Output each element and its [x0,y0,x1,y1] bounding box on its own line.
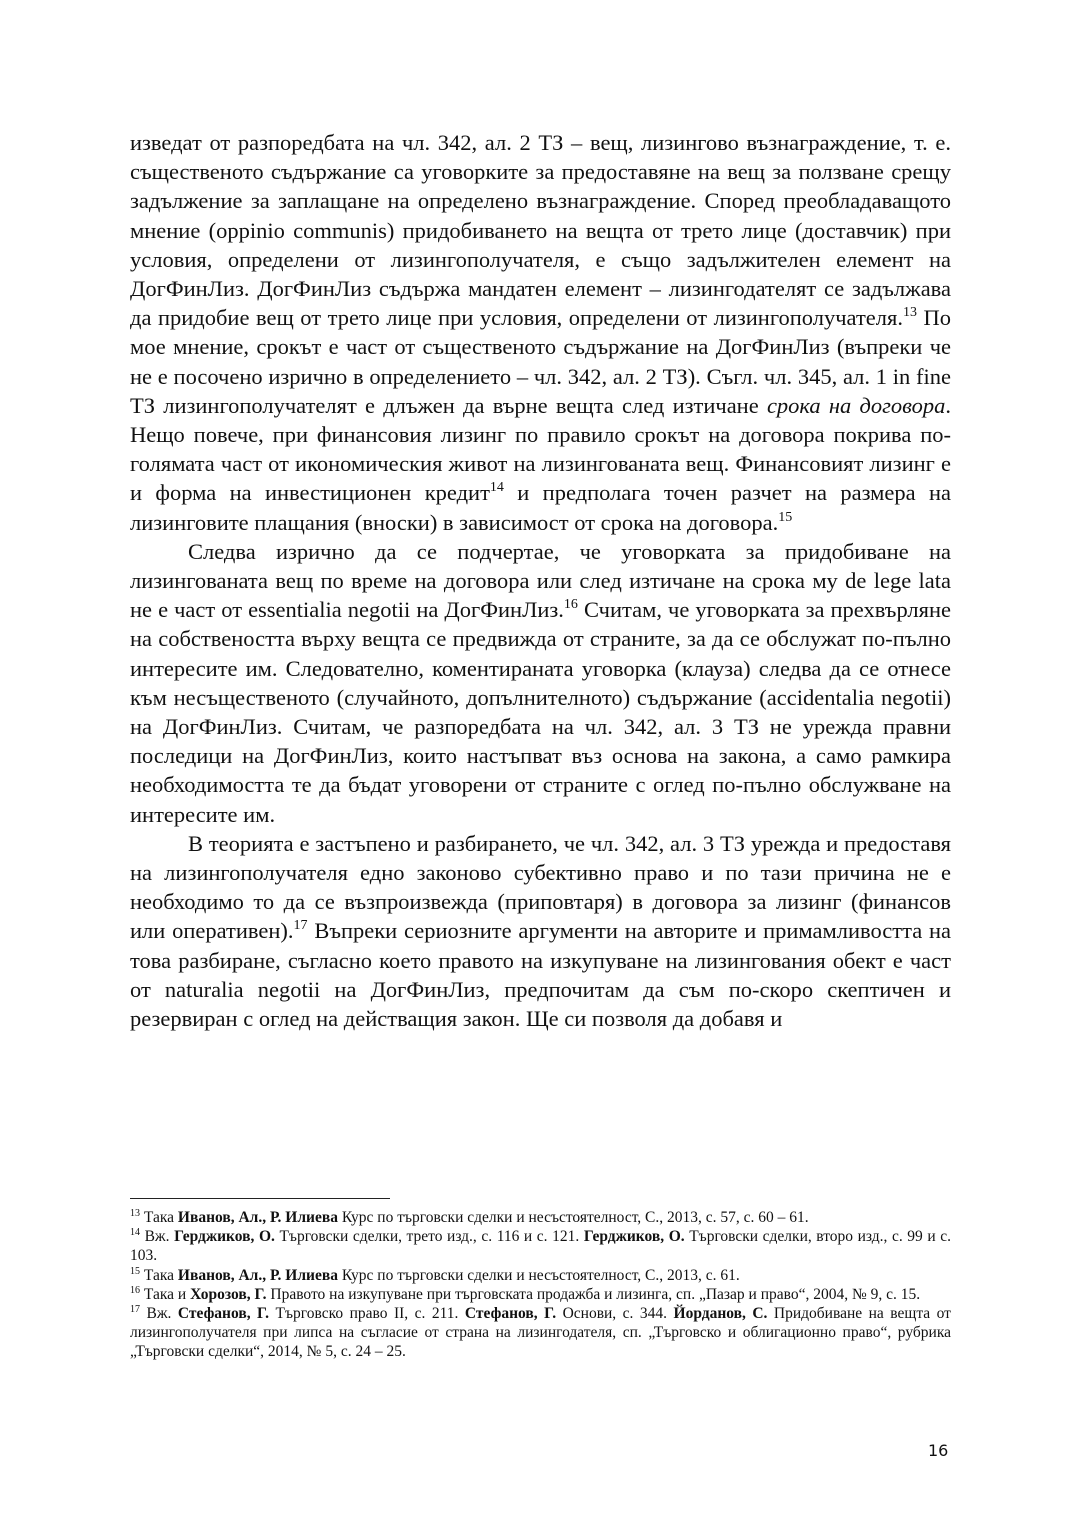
text-run: Курс по търговски сделки и несъстоятелност, С., 2013, с. 61. [337,1266,740,1284]
text-run: Вж. [140,1228,175,1246]
footnote-number: 13 [130,1208,140,1219]
footnote-13 [130,1208,951,1227]
text-run: Вж. [140,1305,178,1323]
text-run: Основи, с. 344. [556,1305,674,1323]
emphasis-text: срока на договора [766,392,946,418]
author-name: Стефанов, Г. [177,1305,270,1323]
footnote-ref-14[interactable]: 14 [489,480,504,496]
text-run: Придобиване на вещта от лизингополучателя при липса на съгласие от страна на лизингодателя, сп. „Търговско и облигационно право“, рубрика „Търговски сделки“, 2014, № 5, с. 24 – 25. [130,1305,951,1361]
author-name: Иванов, Ал., Р. Илиева [177,1266,338,1284]
text-run: Правото на изкупуване при търговската продажба и лизинга, сп. „Пазар и право“, 2004, № 9, с. 15. [266,1285,921,1303]
footnote-14 [130,1227,951,1265]
text-run: и предполага точен разчет на размера на лизинговите плащания (вноски) в зависимост от срока на договора. [130,480,952,535]
footnote-number: 14 [130,1227,140,1239]
text-run: Търговско право II, с. 211. [269,1305,465,1323]
text-run: Така [140,1209,178,1226]
footnote-ref-15[interactable]: 15 [778,509,793,525]
text-run: Така [140,1266,178,1284]
footnote-16 [130,1285,951,1304]
footnote-number: 17 [130,1304,140,1316]
text-run: По мое мнение, срокът е част от същественото съдържание на ДогФинЛиз (въпреки че не е посочено изрично в определението – чл. 342, ал. 2 ТЗ). Съгл. чл. 345, ал. 1 in fine ТЗ лизингополучателят е длъжен да върне вещта след изтичане [130,305,952,418]
footnote-number: 15 [130,1265,140,1277]
footnote-separator [130,1198,390,1199]
text-run: Въпреки сериозните аргументи на авторите и примамливостта на това разбиране, съгласно което правото на изкупуване на лизингования обект е част от naturalia negotii на ДогФинЛиз, предпочитам да съм по-скоро скептичен и резервиран с оглед на действащия закон. Ще си позволя да добавя и [130,918,951,1032]
footnote-ref-16[interactable]: 16 [563,597,578,613]
author-name: Герджиков, О. [174,1228,275,1246]
footnote-number: 16 [130,1284,140,1296]
footnotes [130,1208,951,1362]
text-run: . Нещо повече, при финансовия лизинг по правило срокът на договора покрива по-голямата част от икономическия живот на лизингованата вещ. Финансовият лизинг е и форма на инвестиционен кредит [130,392,951,506]
footnote-ref-17[interactable]: 17 [293,918,308,934]
text-run: изведат от разпоредбата на чл. 342, ал. 2 ТЗ – вещ, лизингово възнаграждение, т. е. същественото съдържание са уговорките за предоставяне на вещ за ползване срещу задължение за заплащане на определено възнаграждение. Според преобладаващото мнение (oppinio communis) придобиването на вещта от трето лице (доставчик) при условия, определени от лизингополучателя, е също задължителен елемент на ДогФинЛиз. ДогФинЛиз съдържа мандатен елемент – лизингодателят се задължава да придобие вещ от трето лице при условия, определени от лизингополучателя. [130,130,951,331]
footnote-ref-13[interactable]: 13 [902,305,917,321]
text-run: Курс по търговски сделки и несъстоятелност, С., 2013, с. 57, с. 60 – 61. [337,1209,809,1226]
author-name: Хорозов, Г. [190,1285,267,1303]
author-name: Иванов, Ал., Р. Илиева [177,1209,338,1226]
paragraph-1 [130,128,951,537]
author-name: Йорданов, С. [673,1305,768,1323]
main-text [130,128,951,1033]
text-run: Считам, че уговорката за прехвърляне на собствеността върху вещта се предвижда от страните, за да се обслужат по-пълно интересите им. Следователно, коментираната уговорка (клауза) следва да се отнесе към несъщественото (случайното, допълнителното) съдържание (accidentalia negotii) на ДогФинЛиз. Считам, че разпоредбата на чл. 342, ал. 3 ТЗ не урежда правни последици на ДогФинЛиз, които настъпват въз основа на закона, а само рамкира необходимостта те да бъдат уговорени от страните с оглед по-пълно обслужване на интересите им. [130,597,951,827]
paragraph-3 [130,829,951,1033]
footnote-15 [130,1266,951,1285]
text-run: Следва изрично да се подчертае, че уговорката за придобиване на лизингованата вещ по време на договора или след изтичане на срока му de lege lata не е част от essentialia negotii на ДогФинЛиз. [130,538,951,623]
page-number: 16 [928,1441,949,1460]
text-run: Търговски сделки, второ изд., с. 99 и с. 103. [130,1228,951,1265]
text-run: Така и [140,1285,191,1303]
text-run: Търговски сделки, трето изд., с. 116 и с. 121. [274,1228,584,1246]
footnote-17 [130,1304,951,1362]
author-name: Стефанов, Г. [464,1305,557,1323]
paragraph-2 [130,537,951,829]
author-name: Герджиков, О. [583,1228,685,1246]
text-run: В теорията е застъпено и разбирането, че чл. 342, ал. 3 ТЗ урежда и предоставя на лизингополучателя едно законово субективно право и по тази причина не е необходимо то да се възпроизвежда (приповтаря) в договора за лизинг (финансов или оперативен). [130,830,951,944]
